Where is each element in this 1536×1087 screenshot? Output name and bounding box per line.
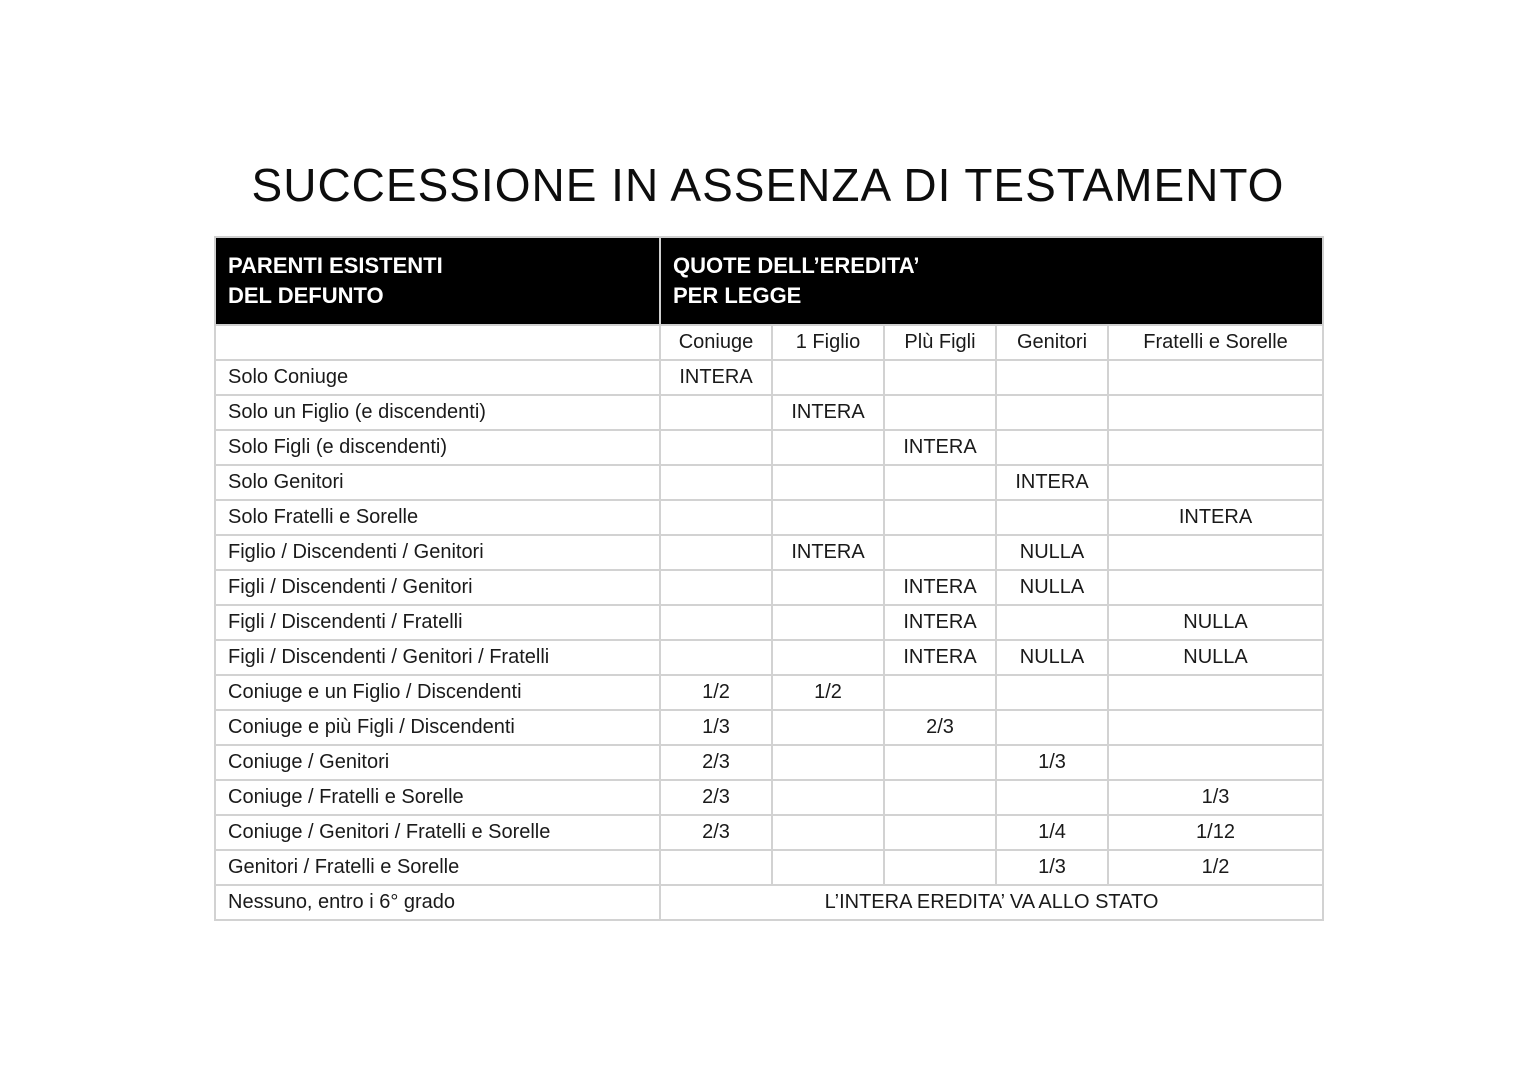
share-cell bbox=[772, 360, 884, 395]
share-cell: 2/3 bbox=[660, 780, 772, 815]
table-row bbox=[215, 535, 1323, 570]
share-cell bbox=[772, 745, 884, 780]
row-label: Figli / Discendenti / Genitori bbox=[215, 570, 660, 605]
share-cell bbox=[1108, 745, 1323, 780]
share-cell: INTERA bbox=[772, 395, 884, 430]
table-row bbox=[215, 885, 1323, 920]
table-row bbox=[215, 675, 1323, 710]
share-cell: 2/3 bbox=[660, 815, 772, 850]
row-label: Figlio / Discendenti / Genitori bbox=[215, 535, 660, 570]
share-cell bbox=[884, 675, 996, 710]
share-cell bbox=[996, 780, 1108, 815]
row-label: Genitori / Fratelli e Sorelle bbox=[215, 850, 660, 885]
share-cell bbox=[772, 780, 884, 815]
share-cell bbox=[996, 360, 1108, 395]
table-row bbox=[215, 605, 1323, 640]
row-label: Nessuno, entro i 6° grado bbox=[215, 885, 660, 920]
table-row bbox=[215, 850, 1323, 885]
share-cell bbox=[772, 570, 884, 605]
share-cell: INTERA bbox=[660, 360, 772, 395]
share-cell bbox=[996, 710, 1108, 745]
state-inheritance-cell: L’INTERA EREDITA’ VA ALLO STATO bbox=[660, 885, 1323, 920]
header-shares-line2: PER LEGGE bbox=[673, 283, 802, 308]
table-row bbox=[215, 640, 1323, 675]
share-cell bbox=[884, 815, 996, 850]
row-label: Figli / Discendenti / Fratelli bbox=[215, 605, 660, 640]
share-cell bbox=[660, 640, 772, 675]
row-label: Coniuge / Genitori bbox=[215, 745, 660, 780]
share-cell bbox=[1108, 675, 1323, 710]
share-cell: NULLA bbox=[1108, 605, 1323, 640]
share-cell bbox=[884, 360, 996, 395]
share-cell: INTERA bbox=[1108, 500, 1323, 535]
share-cell bbox=[884, 465, 996, 500]
share-cell: 1/2 bbox=[1108, 850, 1323, 885]
row-label: Coniuge / Fratelli e Sorelle bbox=[215, 780, 660, 815]
share-cell bbox=[1108, 710, 1323, 745]
share-cell: INTERA bbox=[996, 465, 1108, 500]
share-cell bbox=[1108, 430, 1323, 465]
share-cell: INTERA bbox=[884, 570, 996, 605]
share-cell bbox=[772, 815, 884, 850]
share-cell bbox=[996, 395, 1108, 430]
table-header-row bbox=[215, 237, 1323, 325]
share-cell bbox=[884, 745, 996, 780]
table-row bbox=[215, 360, 1323, 395]
row-label: Solo Coniuge bbox=[215, 360, 660, 395]
table-row bbox=[215, 710, 1323, 745]
share-cell: 1/3 bbox=[660, 710, 772, 745]
column-header: 1 Figlio bbox=[772, 325, 884, 360]
share-cell: 1/3 bbox=[996, 850, 1108, 885]
row-label: Coniuge / Genitori / Fratelli e Sorelle bbox=[215, 815, 660, 850]
share-cell: INTERA bbox=[884, 640, 996, 675]
share-cell: 1/3 bbox=[996, 745, 1108, 780]
row-label: Figli / Discendenti / Genitori / Fratelli bbox=[215, 640, 660, 675]
share-cell bbox=[660, 605, 772, 640]
share-cell: 1/12 bbox=[1108, 815, 1323, 850]
table-row bbox=[215, 430, 1323, 465]
header-relatives-line1: PARENTI ESISTENTI bbox=[228, 253, 443, 278]
share-cell bbox=[996, 605, 1108, 640]
share-cell bbox=[772, 850, 884, 885]
share-cell bbox=[884, 535, 996, 570]
share-cell bbox=[996, 430, 1108, 465]
row-label: Coniuge e un Figlio / Discendenti bbox=[215, 675, 660, 710]
share-cell bbox=[772, 500, 884, 535]
share-cell bbox=[772, 605, 884, 640]
column-header: Plù Figli bbox=[884, 325, 996, 360]
share-cell: INTERA bbox=[884, 605, 996, 640]
header-shares-line1: QUOTE DELL’EREDITA’ bbox=[673, 253, 920, 278]
share-cell bbox=[772, 430, 884, 465]
share-cell: 1/4 bbox=[996, 815, 1108, 850]
header-shares bbox=[660, 237, 1323, 325]
column-header: Coniuge bbox=[660, 325, 772, 360]
share-cell bbox=[1108, 535, 1323, 570]
page-title: SUCCESSIONE IN ASSENZA DI TESTAMENTO bbox=[251, 159, 1285, 211]
share-cell bbox=[772, 465, 884, 500]
share-cell bbox=[1108, 570, 1323, 605]
share-cell bbox=[884, 850, 996, 885]
share-cell bbox=[884, 395, 996, 430]
share-cell bbox=[660, 570, 772, 605]
share-cell bbox=[660, 395, 772, 430]
share-cell bbox=[996, 675, 1108, 710]
share-cell: 1/2 bbox=[772, 675, 884, 710]
header-relatives bbox=[215, 237, 660, 325]
share-cell bbox=[1108, 395, 1323, 430]
share-cell: NULLA bbox=[996, 570, 1108, 605]
share-cell: 1/3 bbox=[1108, 780, 1323, 815]
table-row bbox=[215, 570, 1323, 605]
table-row bbox=[215, 815, 1323, 850]
share-cell bbox=[884, 780, 996, 815]
share-cell bbox=[884, 500, 996, 535]
share-cell bbox=[660, 500, 772, 535]
share-cell: NULLA bbox=[1108, 640, 1323, 675]
row-label: Solo Figli (e discendenti) bbox=[215, 430, 660, 465]
column-header: Genitori bbox=[996, 325, 1108, 360]
share-cell: 2/3 bbox=[660, 745, 772, 780]
table-row bbox=[215, 745, 1323, 780]
share-cell bbox=[1108, 465, 1323, 500]
header-relatives-line2: DEL DEFUNTO bbox=[228, 283, 384, 308]
share-cell: NULLA bbox=[996, 640, 1108, 675]
row-label: Solo un Figlio (e discendenti) bbox=[215, 395, 660, 430]
table-row bbox=[215, 465, 1323, 500]
share-cell: 2/3 bbox=[884, 710, 996, 745]
column-header: Fratelli e Sorelle bbox=[1108, 325, 1323, 360]
share-cell: 1/2 bbox=[660, 675, 772, 710]
row-label: Solo Fratelli e Sorelle bbox=[215, 500, 660, 535]
share-cell bbox=[660, 465, 772, 500]
share-cell bbox=[660, 535, 772, 570]
share-cell bbox=[772, 710, 884, 745]
table-row bbox=[215, 500, 1323, 535]
share-cell: NULLA bbox=[996, 535, 1108, 570]
share-cell bbox=[772, 640, 884, 675]
column-header-row bbox=[215, 325, 1323, 360]
table-row bbox=[215, 395, 1323, 430]
share-cell bbox=[996, 500, 1108, 535]
column-header-empty bbox=[215, 325, 660, 360]
share-cell: INTERA bbox=[884, 430, 996, 465]
share-cell bbox=[660, 430, 772, 465]
share-cell: INTERA bbox=[772, 535, 884, 570]
row-label: Coniuge e più Figli / Discendenti bbox=[215, 710, 660, 745]
table-body bbox=[215, 360, 1323, 920]
row-label: Solo Genitori bbox=[215, 465, 660, 500]
share-cell bbox=[1108, 360, 1323, 395]
table-row bbox=[215, 780, 1323, 815]
inheritance-table bbox=[214, 236, 1324, 921]
share-cell bbox=[660, 850, 772, 885]
